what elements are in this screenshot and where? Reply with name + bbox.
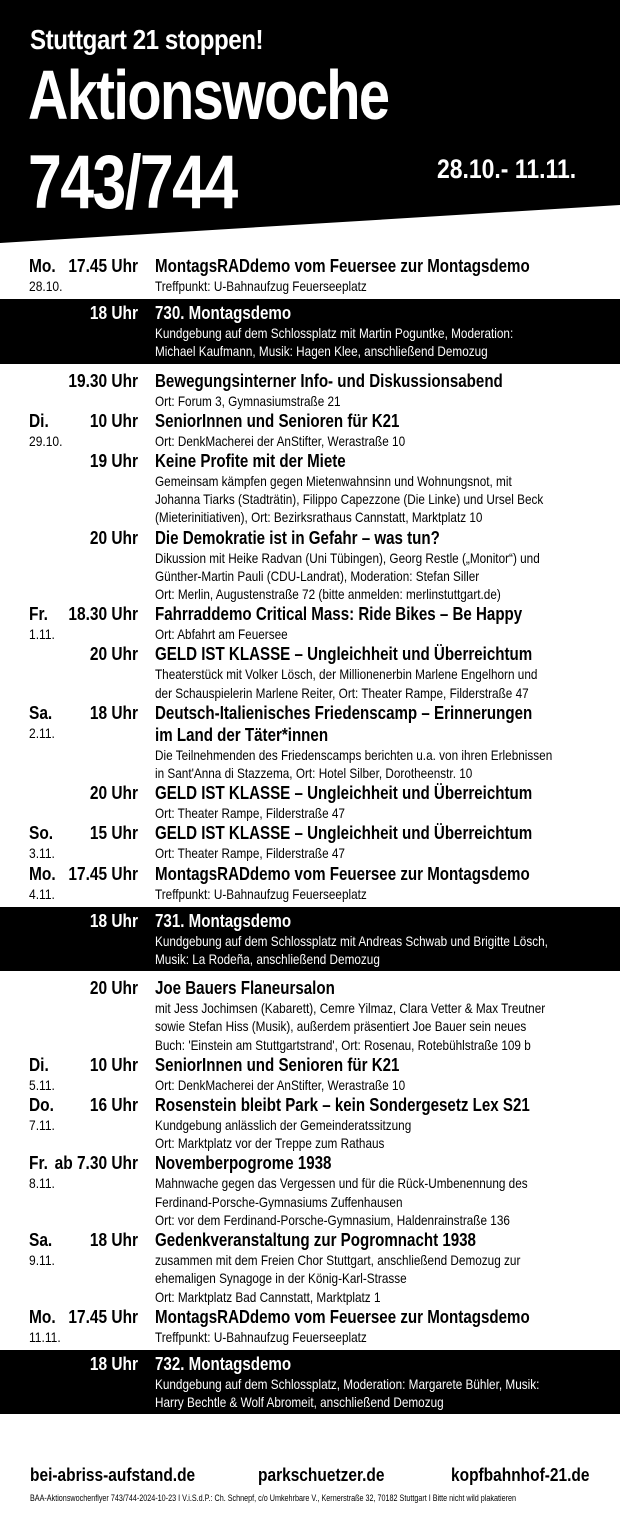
event-title: MontagsRADdemo vom Feuersee zur Montagsdemo <box>155 863 530 884</box>
event-title: Bewegungsinterner Info- und Diskussionsabend <box>155 370 503 391</box>
event-time: 18 Uhr <box>89 910 138 931</box>
event-row <box>0 1094 620 1152</box>
event-title: MontagsRADdemo vom Feuersee zur Montagsdemo <box>155 1306 530 1327</box>
event-row <box>0 1229 620 1306</box>
event-day: Mo. <box>29 256 56 276</box>
event-body <box>155 410 592 450</box>
event-title: 730. Montagsdemo <box>155 303 292 324</box>
event-title: Fahrraddemo Critical Mass: Ride Bikes – Be Happy <box>155 604 523 625</box>
event-body <box>155 863 592 903</box>
event-row <box>0 603 620 643</box>
event-time: 17.45 Uhr <box>68 863 138 884</box>
event-time: 19 Uhr <box>89 451 138 472</box>
event-body <box>155 702 592 782</box>
event-row <box>0 450 620 527</box>
event-title: MontagsRADdemo vom Feuersee zur Montagsdemo <box>155 256 530 276</box>
event-time: 16 Uhr <box>89 1095 138 1116</box>
event-title: SeniorInnen und Senioren für K21 <box>155 1054 400 1075</box>
footer-imprint: BAA-Aktionswochenflyer 743/744-2024-10-23 I V.i.S.d.P.: Ch. Schnepf, c/o Umkehrbare V., Kernerstraße 32, 70182 Stuttgart I Bitte nicht wild plakatieren <box>30 1493 517 1503</box>
event-detail: Kundgebung auf dem Schlossplatz mit Andreas Schwab und Brigitte Lösch, Musik: La Rodeña, anschließend Demozug <box>155 932 548 968</box>
event-detail: Gemeinsam kämpfen gegen Mietenwahnsinn und Wohnungsnot, mit Johanna Tiarks (Stadträtin), Filippo Capezzone (Die Linke) und Ursel Beck (Mieterinitiativen), Ort: Bezirksrathaus Cannstatt, Marktplatz 10 <box>155 473 544 526</box>
event-body <box>155 527 592 604</box>
event-body <box>155 1054 592 1094</box>
event-time: 20 Uhr <box>89 527 138 548</box>
footer-link-parkschuetzer[interactable]: parkschuetzer.de <box>258 1465 385 1485</box>
event-title: 731. Montagsdemo <box>155 910 292 931</box>
footer-link-bei-abriss-aufstand[interactable]: bei-abriss-aufstand.de <box>30 1465 196 1485</box>
event-detail: zusammen mit dem Freien Chor Stuttgart, anschließend Demozug zur ehemaligen Synagoge in der König-Karl-Strasse Ort: Marktplatz Bad Cannstatt, Marktplatz 1 <box>155 1252 521 1305</box>
event-body <box>155 603 592 643</box>
event-title: 732. Montagsdemo <box>155 1353 292 1374</box>
event-time: 15 Uhr <box>89 823 138 844</box>
event-time: ab 7.30 Uhr <box>54 1153 138 1174</box>
event-title: Novemberpogrome 1938 <box>155 1153 332 1174</box>
event-title: Deutsch-Italienisches Friedenscamp – Erinnerungen im Land der Täter*innen <box>155 702 533 745</box>
event-time: 20 Uhr <box>89 644 138 665</box>
event-day: Di. <box>29 1054 49 1075</box>
event-date: 8.11. <box>29 1175 55 1192</box>
event-row <box>0 527 620 604</box>
event-row <box>0 782 620 822</box>
event-row <box>0 977 620 1054</box>
event-detail: Treffpunkt: U-Bahnaufzug Feuerseeplatz <box>155 1328 367 1345</box>
event-date: 4.11. <box>29 885 55 902</box>
event-date: 28.10. <box>29 278 63 294</box>
event-time: 10 Uhr <box>89 410 138 431</box>
event-date: 3.11. <box>29 845 55 862</box>
event-row-highlight <box>0 1350 620 1414</box>
event-day: Do. <box>29 1095 54 1116</box>
event-title: SeniorInnen und Senioren für K21 <box>155 410 400 431</box>
event-day: Fr. <box>29 1153 48 1174</box>
event-day: Sa. <box>29 1230 53 1251</box>
event-time: 17.45 Uhr <box>68 256 138 276</box>
event-body <box>155 643 592 701</box>
event-title: GELD IST KLASSE – Ungleichheit und Überreichtum <box>155 823 533 844</box>
event-time: 19.30 Uhr <box>68 370 138 391</box>
event-body <box>155 822 592 862</box>
event-body <box>155 782 592 822</box>
event-time: 18 Uhr <box>89 1230 138 1251</box>
event-detail: Dikussion mit Heike Radvan (Uni Tübingen), Georg Restle („Monitor“) und Günther-Martin Pauli (CDU-Landrat), Moderation: Stefan Siller Ort: Merlin, Augustenstraße 72 (bitte anmelden: merlinstuttgart.de) <box>155 549 540 603</box>
event-detail: Ort: Abfahrt am Feuersee <box>155 626 288 643</box>
event-row <box>0 863 620 903</box>
event-row <box>0 255 620 295</box>
header-title: Aktionswoche <box>28 56 389 134</box>
event-detail: Kundgebung auf dem Schlossplatz, Moderation: Margarete Bühler, Musik: Harry Bechtle & Wolf Abromeit, anschließend Demozug <box>155 1375 540 1411</box>
event-title: GELD IST KLASSE – Ungleichheit und Überreichtum <box>155 783 533 804</box>
event-title: Rosenstein bleibt Park – kein Sondergesetz Lex S21 <box>155 1095 530 1116</box>
event-day: So. <box>29 823 54 844</box>
event-time: 10 Uhr <box>89 1054 138 1075</box>
event-body <box>155 910 592 968</box>
event-row-highlight <box>0 907 620 971</box>
event-detail: Kundgebung anlässlich der Gemeinderatssitzung Ort: Marktplatz vor der Treppe zum Rathaus <box>155 1117 412 1152</box>
event-time: 18 Uhr <box>89 702 138 723</box>
event-time: 17.45 Uhr <box>68 1306 138 1327</box>
event-detail: Ort: DenkMacherei der AnStifter, Werastraße 10 <box>155 432 406 449</box>
event-title: Die Demokratie ist in Gefahr – was tun? <box>155 527 440 548</box>
event-detail: Ort: Theater Rampe, Filderstraße 47 <box>155 845 345 862</box>
event-body <box>155 370 592 410</box>
event-row <box>0 1054 620 1094</box>
event-day: Fr. <box>29 604 48 625</box>
event-time: 20 Uhr <box>89 978 138 999</box>
event-time: 18.30 Uhr <box>68 604 138 625</box>
event-date: 2.11. <box>29 724 55 741</box>
event-title: GELD IST KLASSE – Ungleichheit und Überreichtum <box>155 644 533 665</box>
header-number: 743/744 <box>28 140 237 225</box>
event-row <box>0 1152 620 1229</box>
event-day: Di. <box>29 410 49 431</box>
event-day: Mo. <box>29 863 56 884</box>
event-body <box>155 1094 592 1152</box>
event-detail: Mahnwache gegen das Vergessen und für die Rück-Umbenennung des Ferdinand-Porsche-Gymnasiums Zuffenhausen Ort: vor dem Ferdinand-Porsche-Gymnasium, Haldenrainstraße 136 <box>155 1175 528 1228</box>
event-detail: Ort: DenkMacherei der AnStifter, Werastraße 10 <box>155 1076 406 1093</box>
header <box>0 0 620 245</box>
event-date: 29.10. <box>29 432 63 449</box>
event-body <box>155 977 592 1054</box>
event-day: Sa. <box>29 702 53 723</box>
event-title: Joe Bauers Flaneursalon <box>155 978 335 999</box>
event-date: 9.11. <box>29 1252 55 1269</box>
event-date: 1.11. <box>29 626 55 643</box>
event-body <box>155 1306 592 1346</box>
event-body <box>155 1152 592 1229</box>
event-row <box>0 702 620 782</box>
event-time: 20 Uhr <box>89 783 138 804</box>
event-row <box>0 410 620 450</box>
event-detail: Die Teilnehmenden des Friedenscamps berichten u.a. von ihren Erlebnissen in Sant'Anna di Stazzema, Ort: Hotel Silber, Dorotheenstr. 10 <box>155 746 553 782</box>
footer <box>0 1455 620 1524</box>
event-body <box>155 1353 592 1411</box>
event-row-highlight <box>0 299 620 363</box>
event-detail: Kundgebung auf dem Schlossplatz mit Martin Poguntke, Moderation: Michael Kaufmann, Musik: Hagen Klee, anschließend Demozug <box>155 325 514 360</box>
event-body <box>155 450 592 527</box>
event-body <box>155 1229 592 1306</box>
header-subtitle: Stuttgart 21 stoppen! <box>30 24 264 55</box>
event-row <box>0 822 620 862</box>
event-date: 11.11. <box>29 1328 61 1345</box>
event-detail: mit Jess Jochimsen (Kabarett), Cemre Yilmaz, Clara Vetter & Max Treutner sowie Stefan Hiss (Musik), außerdem präsentiert Joe Bauer sein neues Buch: 'Einstein am Stuttgartstrand', Ort: Rosenau, Rotebühlstraße 109 b <box>155 1000 546 1053</box>
event-time: 18 Uhr <box>89 1353 138 1374</box>
event-detail: Ort: Theater Rampe, Filderstraße 47 <box>155 805 345 822</box>
event-title: Keine Profite mit der Miete <box>155 451 346 472</box>
event-day: Mo. <box>29 1306 56 1327</box>
event-detail: Treffpunkt: U-Bahnaufzug Feuerseeplatz <box>155 885 367 902</box>
event-date: 7.11. <box>29 1117 55 1134</box>
event-body <box>155 302 592 360</box>
header-dates: 28.10.- 11.11. <box>437 154 577 184</box>
event-list <box>0 255 620 1420</box>
event-detail: Ort: Forum 3, Gymnasiumstraße 21 <box>155 392 341 409</box>
event-detail: Treffpunkt: U-Bahnaufzug Feuerseeplatz <box>155 278 367 294</box>
event-detail: Theaterstück mit Volker Lösch, der Millionenerbin Marlene Engelhorn und der Schauspielerin Marlene Reiter, Ort: Theater Rampe, Filderstraße 47 <box>155 666 538 701</box>
event-body <box>155 255 592 295</box>
event-row <box>0 643 620 701</box>
event-row <box>0 1306 620 1346</box>
footer-link-kopfbahnhof[interactable]: kopfbahnhof-21.de <box>451 1465 590 1485</box>
event-row <box>0 370 620 410</box>
event-time: 18 Uhr <box>89 303 138 324</box>
event-title: Gedenkveranstaltung zur Pogromnacht 1938 <box>155 1230 476 1251</box>
event-date: 5.11. <box>29 1076 55 1093</box>
